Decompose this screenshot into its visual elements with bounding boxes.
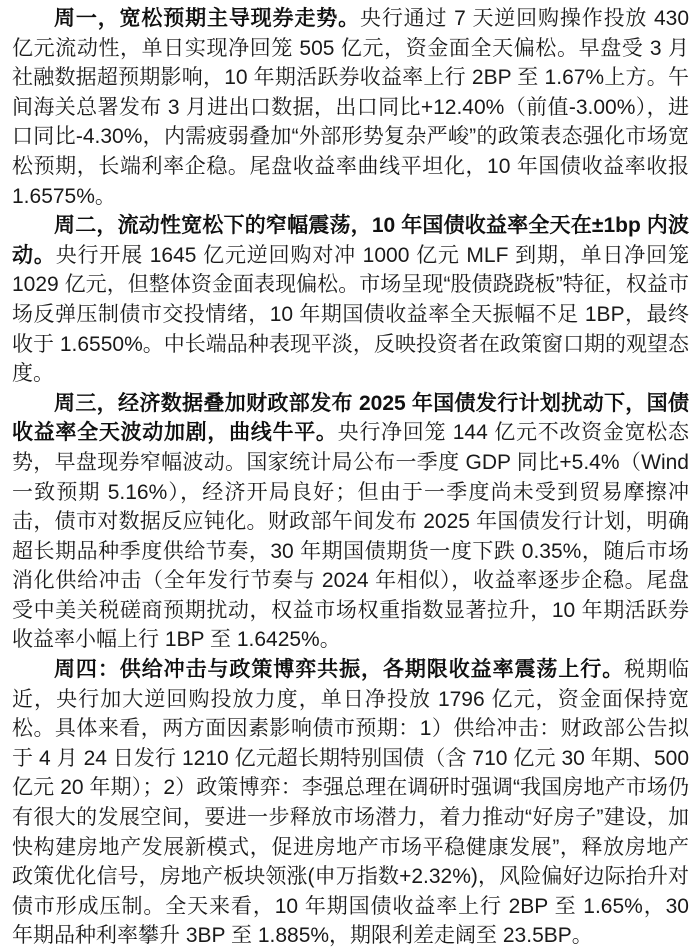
- paragraph-tuesday: [12, 211, 689, 389]
- paragraph-thursday: [12, 655, 689, 951]
- paragraph-lead: 周四：供给冲击与政策博弈共振，各期限收益率震荡上行。: [54, 658, 625, 682]
- paragraph-lead: 周二，流动性宽松下的窄幅震荡，10 年国债收益率全天在±1bp 内波动。: [12, 214, 689, 267]
- paragraph-body: 央行净回笼 144 亿元不改资金宽松态势，早盘现券窄幅波动。国家统计局公布一季度 GDP 同比+5.4%（Wind 一致预期 5.16%），经济开局良好；但由于一季度尚未受到贸易摩擦冲击，债市对数据反应钝化。财政部午间发布 2025 年国债发行计划，明确超长期品种季度供给节奏，30 年期国债期货一度下跌 0.35%，随后市场消化供给冲击（全年发行节奏与 2024 年相似），收益率逐步企稳。尾盘受中美关税磋商预期扰动，权益市场权重指数显著拉升，10 年期活跃券收益率小幅上行 1BP 至 1.6425%。: [12, 421, 689, 652]
- paragraph-lead: 周一，宽松预期主导现券走势。: [54, 7, 360, 30]
- paragraph-body: 央行通过 7 天逆回购操作投放 430 亿元流动性，单日实现净回笼 505 亿元，资金面全天偏松。早盘受 3 月社融数据超预期影响，10 年期活跃券收益率上行 2BP 至 1.67%上方。午间海关总署发布 3 月进出口数据，出口同比+12.40%（前值-3.00%），进口同比-4.30%，内需疲弱叠加“外部形势复杂严峻”的政策表态强化市场宽松预期，长端利率企稳。尾盘收益率曲线平坦化，10 年国债收益率收报 1.6575%。: [12, 7, 689, 208]
- document-body: [12, 4, 689, 951]
- paragraph-wednesday: [12, 389, 689, 655]
- paragraph-body: 税期临近，央行加大逆回购投放力度，单日净投放 1796 亿元，资金面保持宽松。具体来看，两方面因素影响债市预期：1）供给冲击：财政部公告拟于 4 月 24 日发行 1210 亿元超长期特别国债（含 710 亿元 30 年期、500 亿元 20 年期）；2）政策博弈：李强总理在调研时强调“我国房地产市场仍有很大的发展空间，要进一步释放市场潜力，着力推动“好房子”建设，加快构建房地产发展新模式，促进房地产市场平稳健康发展”，释放房地产政策优化信号，房地产板块领涨(申万指数+2.32%)，风险偏好边际抬升对债市形成压制。全天来看，10 年期国债收益率上行 2BP 至 1.65%，30 年期品种利率攀升 3BP 至 1.885%，期限利差走阔至 23.5BP。: [12, 658, 689, 948]
- paragraph-monday: [12, 4, 689, 211]
- paragraph-lead: 周三，经济数据叠加财政部发布 2025 年国债发行计划扰动下，国债收益率全天波动加剧，曲线牛平。: [12, 391, 689, 445]
- paragraph-body: 央行开展 1645 亿元逆回购对冲 1000 亿元 MLF 到期，单日净回笼 1029 亿元，但整体资金面表现偏松。市场呈现“股债跷跷板”特征，权益市场反弹压制债市交投情绪，10 年期国债收益率全天振幅不足 1BP，最终收于 1.6550%。中长端品种表现平淡，反映投资者在政策窗口期的观望态度。: [12, 243, 689, 386]
